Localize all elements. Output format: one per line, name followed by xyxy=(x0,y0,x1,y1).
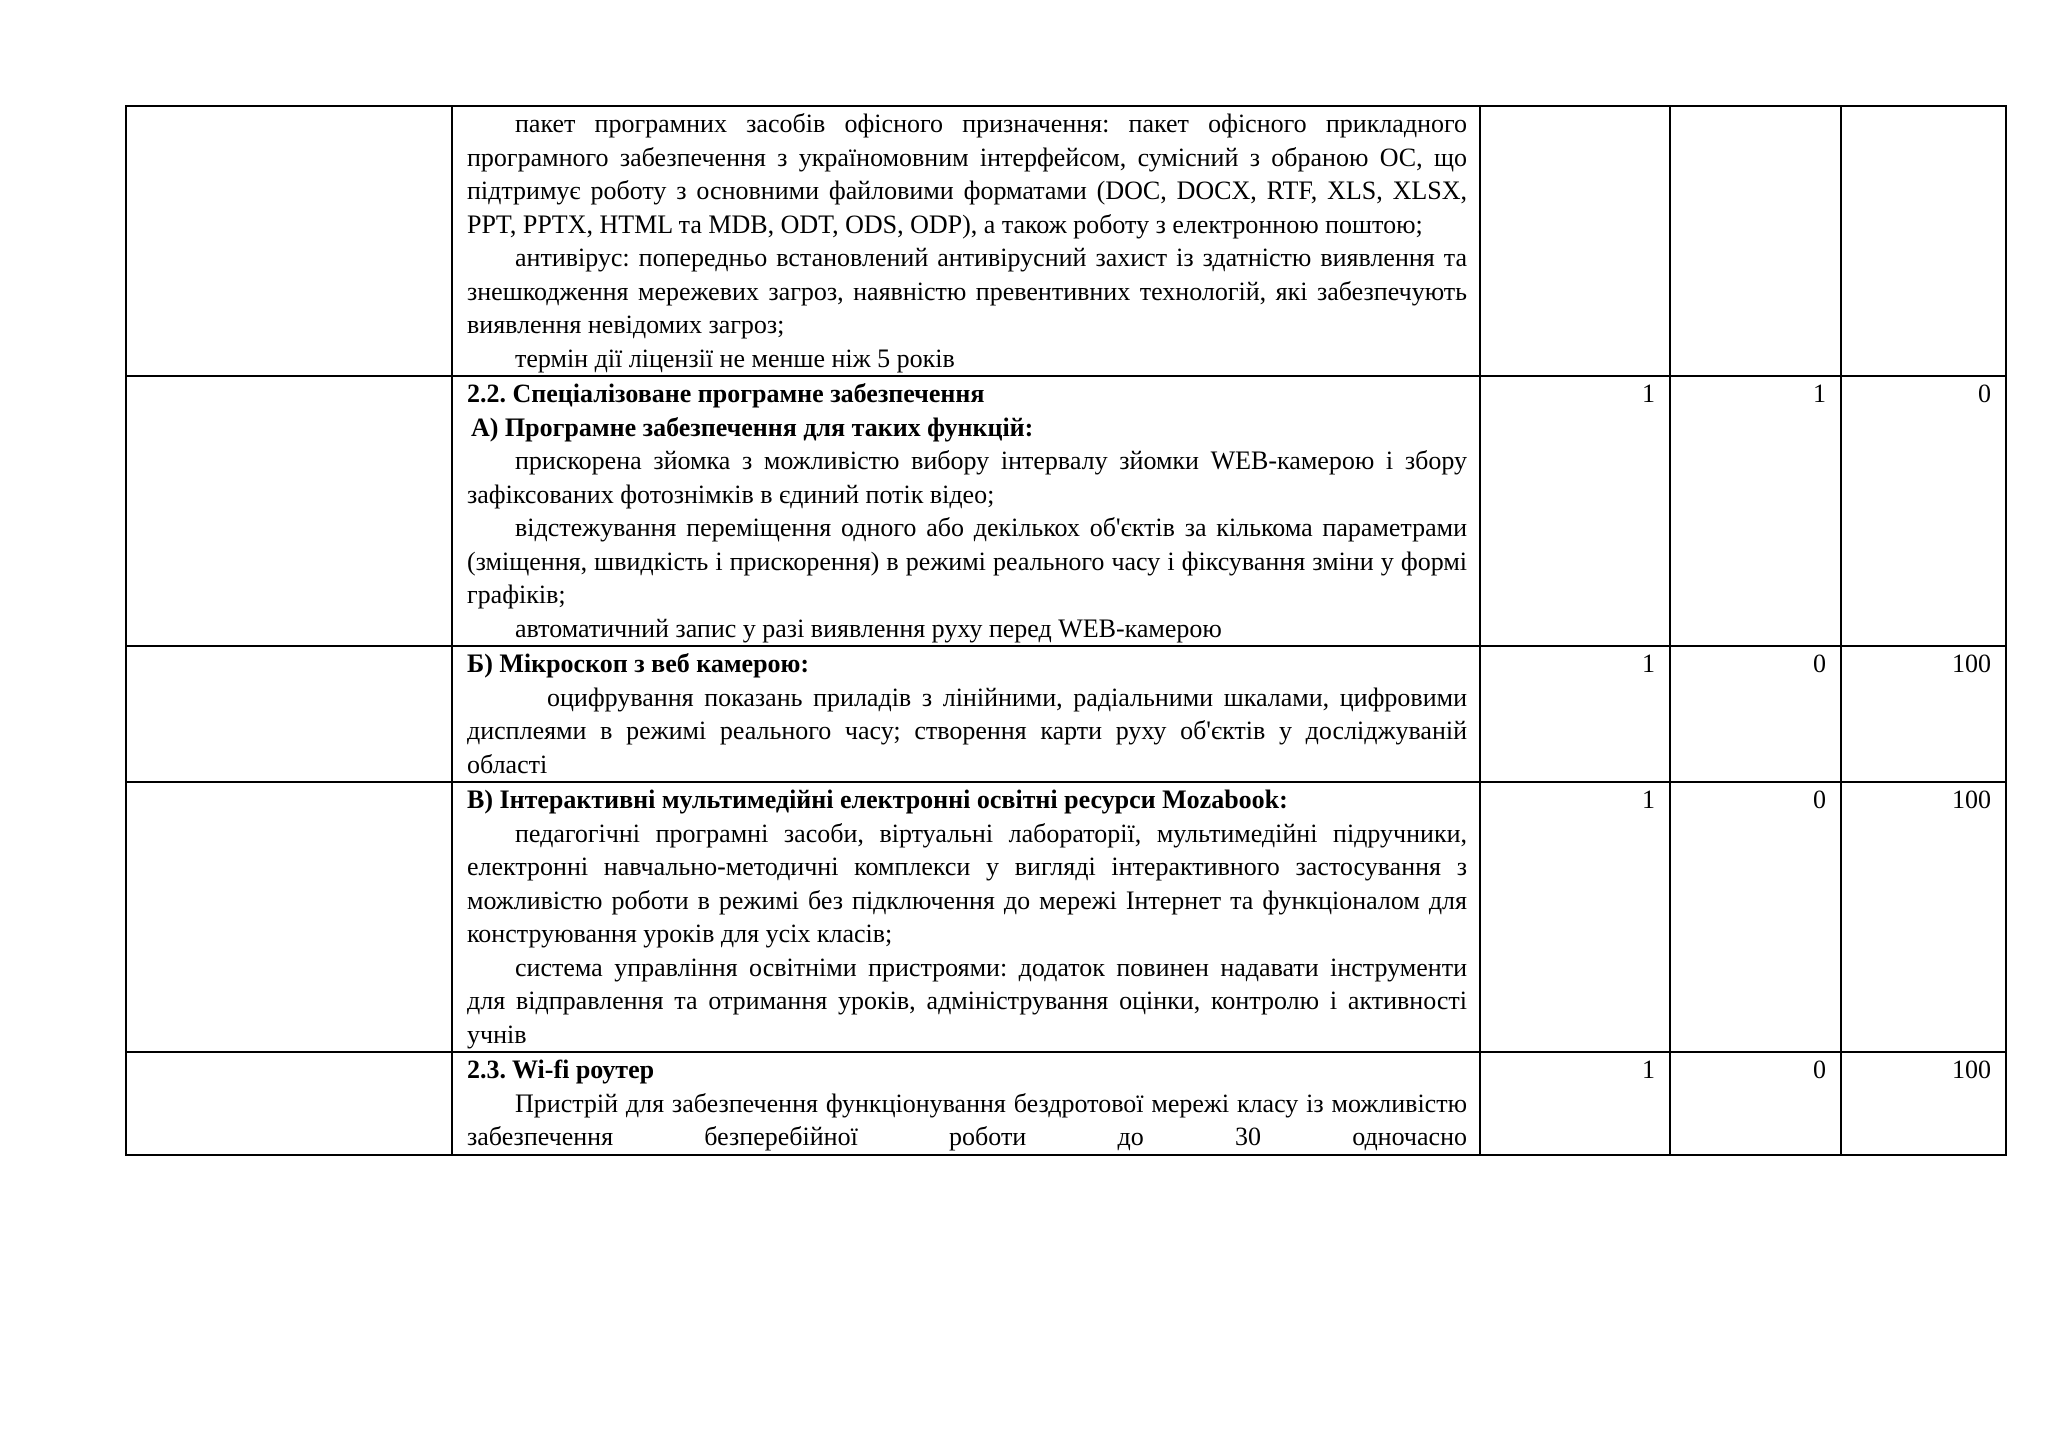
subsection-heading: А) Програмне забезпечення для таких функцій: xyxy=(471,412,1034,442)
table-cell-name xyxy=(126,782,452,1052)
table-cell-value-2: 1 xyxy=(1670,376,1841,646)
description-paragraph: педагогічні програмні засоби, віртуальні лабораторії, мультимедійні підручники, електронні навчально-методичні комплекси у вигляді інтерактивного застосування з можливістю роботи в режимі без підключення до мережі Інтернет та функціоналом для конструювання уроків для усіх класів; xyxy=(467,818,1467,948)
table-cell-value-1: 1 xyxy=(1480,646,1670,782)
table-cell-value-2: 0 xyxy=(1670,782,1841,1052)
table-cell-description xyxy=(452,376,1480,646)
table-cell-value-1 xyxy=(1480,106,1670,376)
table-cell-value-1: 1 xyxy=(1480,782,1670,1052)
table-cell-name xyxy=(126,646,452,782)
table-cell-name xyxy=(126,1052,452,1155)
table-row xyxy=(126,106,2006,376)
section-heading: 2.2. Спеціалізоване програмне забезпечення xyxy=(467,379,985,408)
table-row xyxy=(126,376,2006,646)
table-cell-description xyxy=(452,782,1480,1052)
table-row xyxy=(126,1052,2006,1155)
section-heading: В) Інтерактивні мультимедійні електронні освітні ресурси Mozabook: xyxy=(467,785,1288,814)
table-cell-value-1: 1 xyxy=(1480,376,1670,646)
table-cell-value-3 xyxy=(1841,106,2006,376)
table-cell-value-2: 0 xyxy=(1670,1052,1841,1155)
table-cell-value-3: 100 xyxy=(1841,782,2006,1052)
table-row xyxy=(126,646,2006,782)
table-cell-name xyxy=(126,106,452,376)
table-row xyxy=(126,782,2006,1052)
description-paragraph: термін дії ліцензії не менше ніж 5 років xyxy=(515,343,955,373)
table-cell-value-2: 0 xyxy=(1670,646,1841,782)
description-paragraph: оцифрування показань приладів з лінійними, радіальними шкалами, цифровими дисплеями в режимі реального часу; створення карти руху об'єктів у досліджуваній області xyxy=(467,682,1467,779)
table-cell-value-1: 1 xyxy=(1480,1052,1670,1155)
table-cell-description xyxy=(452,646,1480,782)
description-paragraph: прискорена зйомка з можливістю вибору інтервалу зйомки WEB-камерою і збору зафіксованих фотознімків в єдиний потік відео; xyxy=(467,446,1467,509)
table-cell-name xyxy=(126,376,452,646)
table-cell-value-3: 0 xyxy=(1841,376,2006,646)
description-paragraph: Пристрій для забезпечення функціонування бездротової мережі класу із можливістю забезпечення безперебійної роботи до 30 одночасно xyxy=(467,1088,1467,1151)
description-paragraph: відстежування переміщення одного або декількох об'єктів за кількома параметрами (зміщення, швидкість і прискорення) в режимі реального часу і фіксування зміни у формі графіків; xyxy=(467,513,1467,609)
description-paragraph: пакет програмних засобів офісного призначення: пакет офісного прикладного програмного забезпечення з україномовним інтерфейсом, сумісний з обраною ОС, що підтримує роботу з основними файловими форматами (DOC, DOCX, RTF, XLS, XLSX, PPT, PPTX, HTML та MDB, ODT, ODS, ODP), а також роботу з електронною поштою; xyxy=(467,109,1467,239)
description-paragraph: система управління освітніми пристроями: додаток повинен надавати інструменти для відправлення та отримання уроків, адміністрування оцінки, контролю і активності учнів xyxy=(467,952,1467,1049)
description-paragraph: автоматичний запис у разі виявлення руху перед WEB-камерою xyxy=(515,613,1222,643)
section-heading: 2.3. Wi-fi роутер xyxy=(467,1055,655,1084)
specification-table xyxy=(125,105,2007,1156)
table-cell-value-3: 100 xyxy=(1841,1052,2006,1155)
table-cell-value-3: 100 xyxy=(1841,646,2006,782)
table-cell-description xyxy=(452,1052,1480,1155)
description-paragraph: антивірус: попередньо встановлений антивірусний захист із здатністю виявлення та знешкодження мережевих загроз, наявністю превентивних технологій, які забезпечують виявлення невідомих загроз; xyxy=(467,243,1467,339)
table-cell-value-2 xyxy=(1670,106,1841,376)
section-heading: Б) Мікроскоп з веб камерою: xyxy=(467,649,810,678)
table-cell-description xyxy=(452,106,1480,376)
